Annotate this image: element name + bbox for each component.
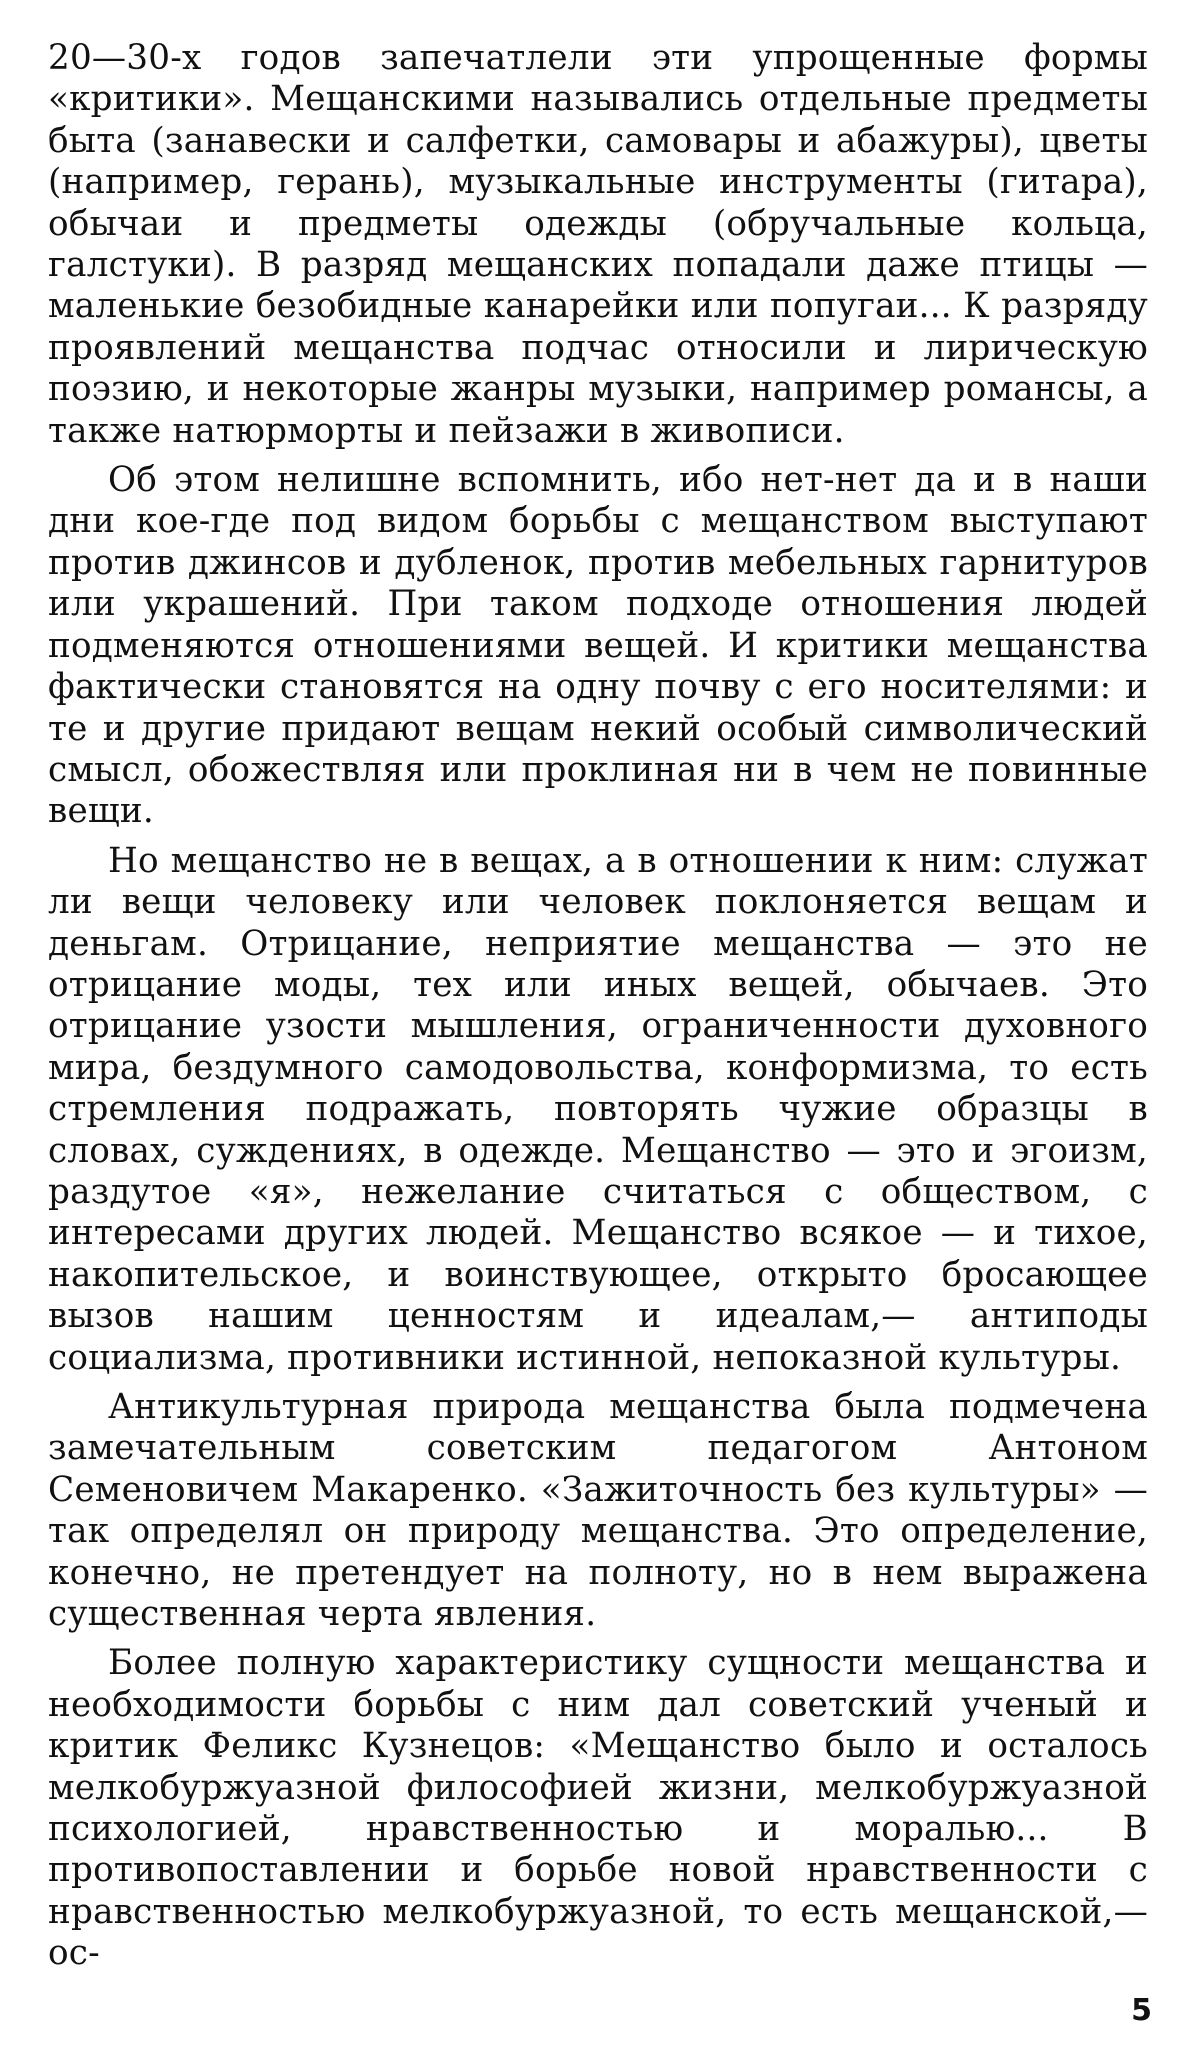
- paragraph-2: Об этом нелишне вспомнить, ибо нет-нет да и в наши дни кое-где под видом борьбы с мещанством выступают против джинсов и дубленок, против мебельных гарнитуров или украшений. При таком подходе отношения людей подменяются отношениями вещей. И критики мещанства фактически становятся на одну почву с его носителями: и те и другие придают вещам некий особый символический смысл, обожествляя или проклиная ни в чем не повинные вещи.: [48, 460, 1148, 832]
- body-text: [48, 38, 1148, 1983]
- paragraph-4: Антикультурная природа мещанства была подмечена замечательным советским педагогом Антоном Семеновичем Макаренко. «Зажиточность без культуры» — так определял он природу мещанства. Это определение, конечно, не претендует на полноту, но в нем выражена существенная черта явления.: [48, 1387, 1148, 1635]
- paragraph-5: Более полную характеристику сущности мещанства и необходимости борьбы с ним дал советский ученый и критик Феликс Кузнецов: «Мещанство было и осталось мелкобуржуазной философией жизни, мелкобуржуазной психологией, нравственностью и моралью... В противопоставлении и борьбе новой нравственности с нравственностью мелкобуржуазной, то есть мещанской,— ос-: [48, 1643, 1148, 1974]
- page-number: 5: [1131, 1993, 1152, 2028]
- paragraph-1: 20—30-х годов запечатлели эти упрощенные формы «критики». Мещанскими назывались отдельные предметы быта (занавески и салфетки, самовары и абажуры), цветы (например, герань), музыкальные инструменты (гитара), обычаи и предметы одежды (обручальные кольца, галстуки). В разряд мещанских попадали даже птицы — маленькие безобидные канарейки или попугаи... К разряду проявлений мещанства подчас относили и лирическую поэзию, и некоторые жанры музыки, например романсы, а также натюрморты и пейзажи в живописи.: [48, 38, 1148, 451]
- paragraph-3: Но мещанство не в вещах, а в отношении к ним: служат ли вещи человеку или человек поклоняется вещам и деньгам. Отрицание, неприятие мещанства — это не отрицание моды, тех или иных вещей, обычаев. Это отрицание узости мышления, ограниченности духовного мира, бездумного самодовольства, конформизма, то есть стремления подражать, повторять чужие образцы в словах, суждениях, в одежде. Мещанство — это и эгоизм, раздутое «я», нежелание считаться с обществом, с интересами других людей. Мещанство всякое — и тихое, накопительское, и воинствующее, открыто бросающее вызов нашим ценностям и идеалам,— антиподы социализма, противники истинной, непоказной культуры.: [48, 840, 1148, 1378]
